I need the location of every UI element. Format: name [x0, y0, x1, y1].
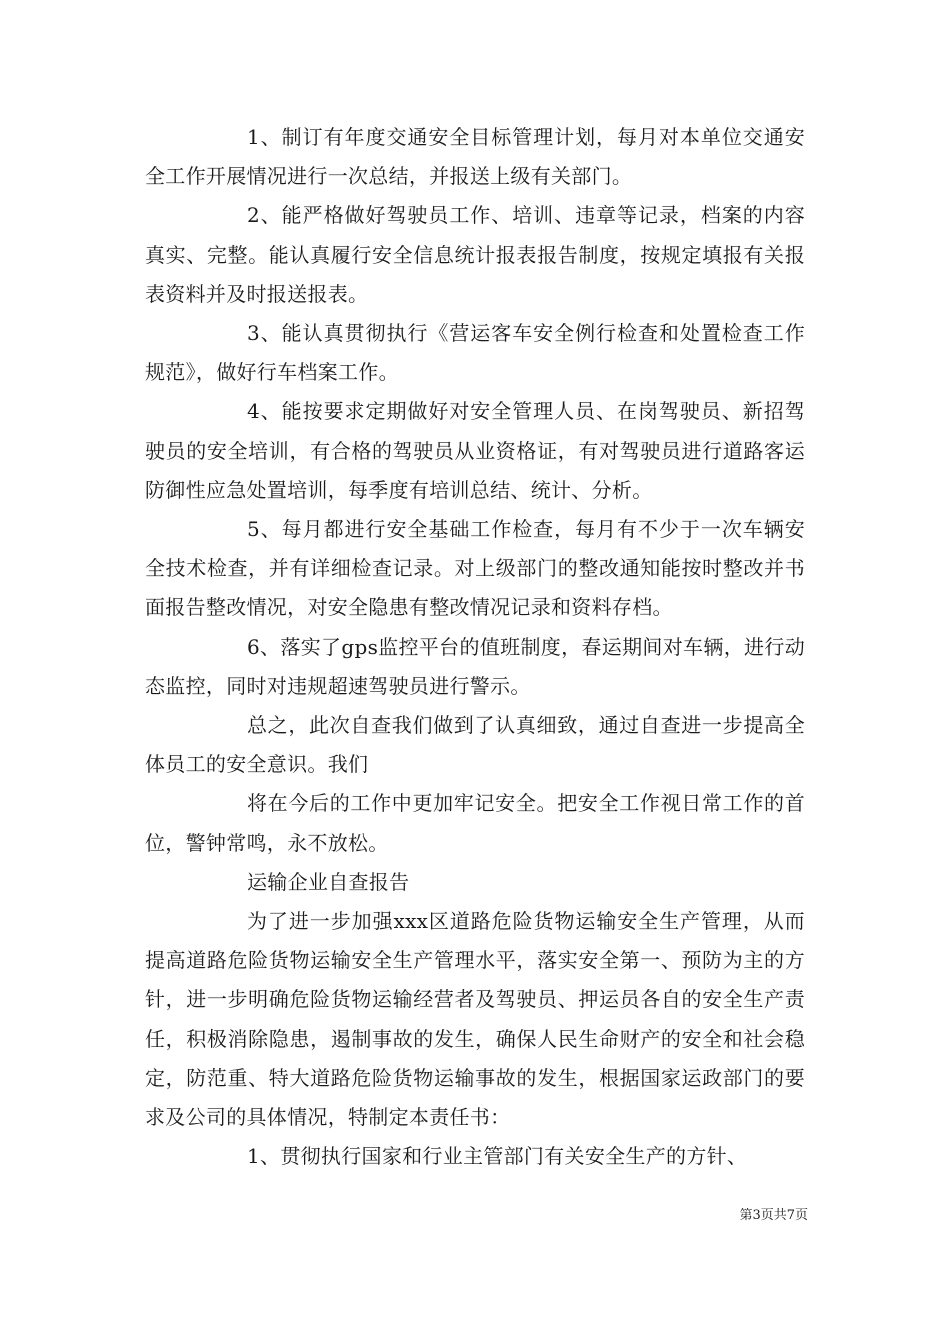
- paragraph-item-3: 3、能认真贯彻执行《营运客车安全例行检查和处置检查工作规范》，做好行车档案工作。: [145, 321, 805, 385]
- paragraph-item-1: 1、制订有年度交通安全目标管理计划，每月对本单位交通安全工作开展情况进行一次总结，并报送上级有关部门。: [145, 125, 805, 189]
- paragraph-item-6: 6、落实了gps监控平台的值班制度，春运期间对车辆，进行动态监控，同时对违规超速驾驶员进行警示。: [145, 634, 805, 698]
- page-number: 第3页共7页: [739, 1208, 808, 1223]
- section-heading: 运输企业自查报告: [247, 869, 410, 894]
- document-body: [145, 118, 805, 1176]
- responsibility-item-1: 1、贯彻执行国家和行业主管部门有关安全生产的方针、: [247, 1144, 748, 1169]
- paragraph-item-5: 5、每月都进行安全基础工作检查，每月有不少于一次车辆安全技术检查，并有详细检查记录。对上级部门的整改通知能按时整改并书面报告整改情况，对安全隐患有整改情况记录和资料存档。: [145, 517, 805, 620]
- paragraph-item-2: 2、能严格做好驾驶员工作、培训、违章等记录，档案的内容真实、完整。能认真履行安全信息统计报表报告制度，按规定填报有关报表资料并及时报送报表。: [145, 203, 805, 306]
- paragraph-item-4: 4、能按要求定期做好对安全管理人员、在岗驾驶员、新招驾驶员的安全培训，有合格的驾驶员从业资格证，有对驾驶员进行道路客运防御性应急处置培训，每季度有培训总结、统计、分析。: [145, 399, 805, 502]
- summary-paragraph: 总之，此次自查我们做到了认真细致，通过自查进一步提高全体员工的安全意识。我们: [145, 713, 805, 777]
- intro-paragraph: 为了进一步加强xxx区道路危险货物运输安全生产管理，从而提高道路危险货物运输安全生产管理水平，落实安全第一、预防为主的方针，进一步明确危险货物运输经营者及驾驶员、押运员各自的安全生产责任，积极消除隐患，遏制事故的发生，确保人民生命财产的安全和社会稳定，防范重、特大道路危险货物运输事故的发生，根据国家运政部门的要求及公司的具体情况，特制定本责任书：: [145, 909, 805, 1130]
- summary-continuation: 将在今后的工作中更加牢记安全。把安全工作视日常工作的首位，警钟常鸣，永不放松。: [145, 791, 805, 855]
